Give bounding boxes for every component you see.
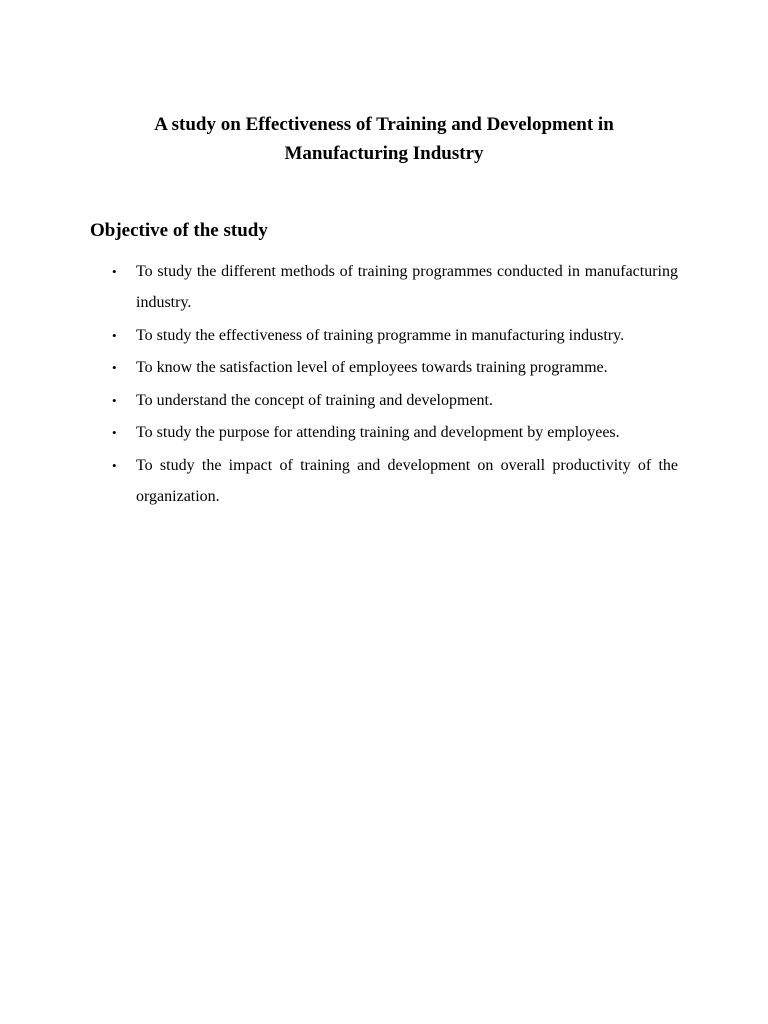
objective-item <box>90 352 678 383</box>
objective-item <box>90 256 678 318</box>
objective-text: To study the effectiveness of training programme in manufacturing industry. <box>136 326 625 344</box>
bullet-icon: • <box>112 392 117 408</box>
document-title-line-1: A study on Effectiveness of Training and Development in <box>154 114 614 135</box>
document-title-line-2: Manufacturing Industry <box>284 143 484 164</box>
objective-text: To know the satisfaction level of employees towards training programme. <box>136 359 608 376</box>
section-heading: Objective of the study <box>90 220 268 241</box>
bullet-icon: • <box>112 360 117 375</box>
objective-text: To understand the concept of training and development. <box>136 391 493 409</box>
objectives-list <box>90 256 678 513</box>
objective-text: To study the purpose for attending training and development by employees. <box>136 424 620 441</box>
objective-item <box>90 320 678 351</box>
bullet-icon: • <box>112 457 117 473</box>
objective-item <box>90 450 678 512</box>
bullet-icon: • <box>112 425 117 440</box>
objective-item <box>90 385 678 416</box>
objective-text: To study the different methods of training programmes conducted in manufacturing industry. <box>136 263 678 311</box>
objective-item <box>90 417 678 448</box>
objective-text: To study the impact of training and development on overall productivity of the organization. <box>136 456 678 505</box>
bullet-icon: • <box>112 327 117 343</box>
document-title <box>90 110 678 168</box>
bullet-icon: • <box>112 264 117 279</box>
